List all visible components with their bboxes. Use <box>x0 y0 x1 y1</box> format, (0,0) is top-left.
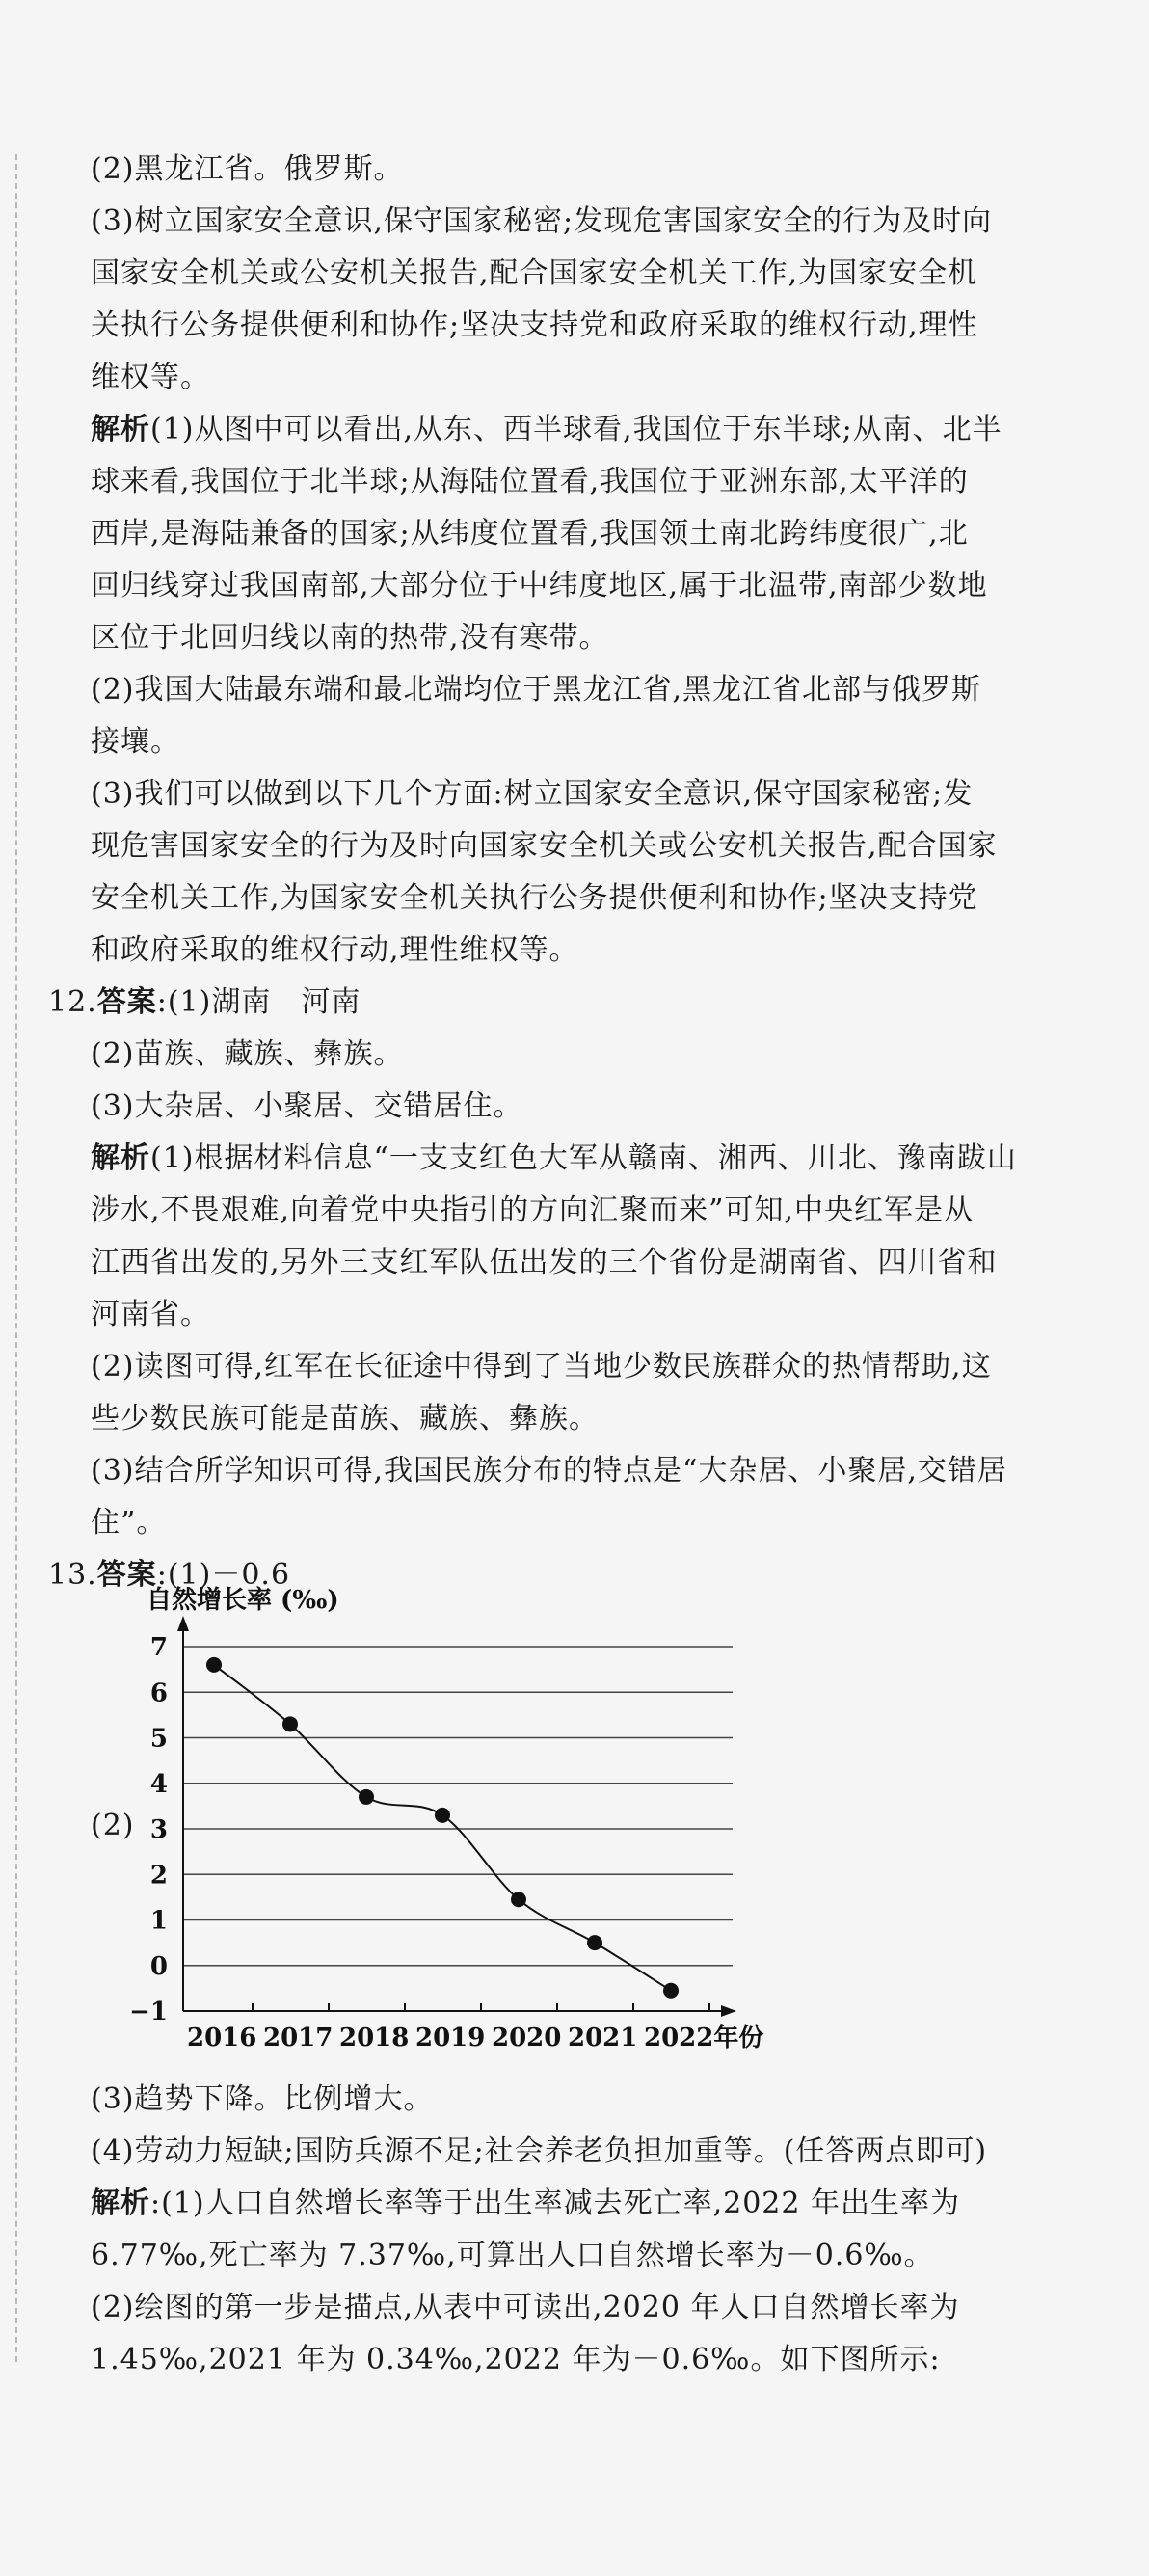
text-line: 接壤。 <box>91 725 180 759</box>
text-line: (3)结合所学知识可得,我国民族分布的特点是“大杂居、小聚居,交错居 <box>91 1454 1007 1488</box>
data-point <box>206 1657 222 1673</box>
jiexi-label: 解析 <box>91 1141 150 1175</box>
text-line: 江西省出发的,另外三支红军队伍出发的三个省份是湖南省、四川省和 <box>91 1246 998 1279</box>
data-points <box>206 1657 679 1999</box>
text-line: (2)读图可得,红军在长征途中得到了当地少数民族群众的热情帮助,这 <box>91 1350 992 1383</box>
x-tick-label: 2020 <box>492 2024 562 2053</box>
text-line: 回归线穿过我国南部,大部分位于中纬度地区,属于北温带,南部少数地 <box>91 569 988 603</box>
text-line: :(1)人口自然增长率等于出生率减去死亡率,2022 年出生率为 <box>150 2187 961 2220</box>
text-line: 河南省。 <box>91 1298 210 1331</box>
x-tick-label: 2018 <box>339 2024 410 2053</box>
sub-question-2-label: (2) <box>91 1809 135 1842</box>
y-axis-label: 自然增长率 (‰) <box>147 1586 339 1615</box>
x-tick-label: 2019 <box>415 2024 486 2053</box>
text-line: 国家安全机关或公安机关报告,配合国家安全机关工作,为国家安全机 <box>91 256 978 290</box>
text-line: (1)从图中可以看出,从东、西半球看,我国位于东半球;从南、北半 <box>150 413 1002 446</box>
text-line: 和政府采取的维权行动,理性维权等。 <box>91 933 579 967</box>
text-line: 涉水,不畏艰难,向着党中央指引的方向汇聚而来”可知,中央红军是从 <box>91 1194 974 1227</box>
x-tick-labels <box>187 2023 763 2053</box>
y-tick-labels <box>129 1633 168 2026</box>
text-line: (3)树立国家安全意识,保守国家秘密;发现危害国家安全的行为及时向 <box>91 204 993 238</box>
text-line: (2)绘图的第一步是描点,从表中可读出,2020 年人口自然增长率为 <box>91 2291 960 2324</box>
data-point <box>282 1716 298 1731</box>
y-tick-label: 6 <box>149 1678 168 1708</box>
data-point <box>359 1789 374 1805</box>
x-tick-label: 2021 <box>568 2024 638 2053</box>
question-number: 12. <box>48 985 97 1019</box>
text-line: (1)根据材料信息“一支支红色大军从赣南、湘西、川北、豫南跋山 <box>150 1141 1017 1175</box>
text-line: 安全机关工作,为国家安全机关执行公务提供便利和协作;坚决支持党 <box>91 881 978 915</box>
text-line: (3)我们可以做到以下几个方面:树立国家安全意识,保守国家秘密;发 <box>91 777 974 811</box>
text-line: 关执行公务提供便利和协作;坚决支持党和政府采取的维权行动,理性 <box>91 309 978 342</box>
data-point <box>663 1983 679 1999</box>
jiexi-label: 解析 <box>91 413 150 446</box>
text-line: 住”。 <box>91 1506 167 1540</box>
text-line: 球来看,我国位于北半球;从海陆位置看,我国位于亚洲东部,太平洋的 <box>91 465 969 498</box>
text-line: :(1)湖南 河南 <box>156 985 361 1019</box>
text-line: (2)我国大陆最东端和最北端均位于黑龙江省,黑龙江省北部与俄罗斯 <box>91 673 982 707</box>
text-line: (3)趋势下降。比例增大。 <box>91 2082 434 2116</box>
text-line: :(1)－0.6 <box>156 1558 291 1592</box>
y-tick-label: 2 <box>149 1861 168 1891</box>
daan-label: 答案 <box>96 1558 157 1592</box>
daan-label: 答案 <box>96 985 157 1019</box>
jiexi-label: 解析 <box>91 2187 150 2220</box>
text-line: 1.45‰,2021 年为 0.34‰,2022 年为－0.6‰。如下图所示: <box>91 2343 941 2376</box>
text-line: 区位于北回归线以南的热带,没有寒带。 <box>91 621 609 655</box>
x-tick-label: 2022年份 <box>644 2024 764 2053</box>
x-tick-label: 2017 <box>263 2024 334 2053</box>
y-tick-label: 3 <box>149 1815 168 1844</box>
text-line: (4)劳动力短缺;国防兵源不足;社会养老负担加重等。(任答两点即可) <box>91 2134 988 2168</box>
chart-grid <box>183 1647 733 1966</box>
text-line: (2)苗族、藏族、彝族。 <box>91 1037 404 1071</box>
data-point <box>587 1935 602 1950</box>
text-line: (3)大杂居、小聚居、交错居住。 <box>91 1089 523 1123</box>
data-point <box>435 1808 450 1823</box>
text-line: 6.77‰,死亡率为 7.37‰,可算出人口自然增长率为－0.6‰。 <box>91 2239 934 2272</box>
chart-axes <box>177 1616 736 2017</box>
y-tick-label: 5 <box>149 1724 168 1754</box>
y-tick-label: 1 <box>149 1906 168 1936</box>
x-tick-label: 2016 <box>187 2024 257 2053</box>
y-tick-label: 4 <box>149 1769 168 1799</box>
text-line: 些少数民族可能是苗族、藏族、彝族。 <box>91 1402 599 1436</box>
text-line: 维权等。 <box>91 361 210 394</box>
question-number: 13. <box>48 1558 97 1592</box>
text-line: 现危害国家安全的行为及时向国家安全机关或公安机关报告,配合国家 <box>91 829 998 863</box>
text-line: 西岸,是海陆兼备的国家;从纬度位置看,我国领土南北跨纬度很广,北 <box>91 517 969 550</box>
text-line: (2)黑龙江省。俄罗斯。 <box>91 152 404 186</box>
y-tick-label: 0 <box>149 1951 168 1981</box>
y-axis-arrow <box>177 1616 189 1631</box>
y-tick-label: −1 <box>129 1998 168 2026</box>
data-point <box>511 1892 526 1907</box>
x-axis-arrow <box>721 2005 736 2017</box>
y-tick-label: 7 <box>149 1633 168 1662</box>
